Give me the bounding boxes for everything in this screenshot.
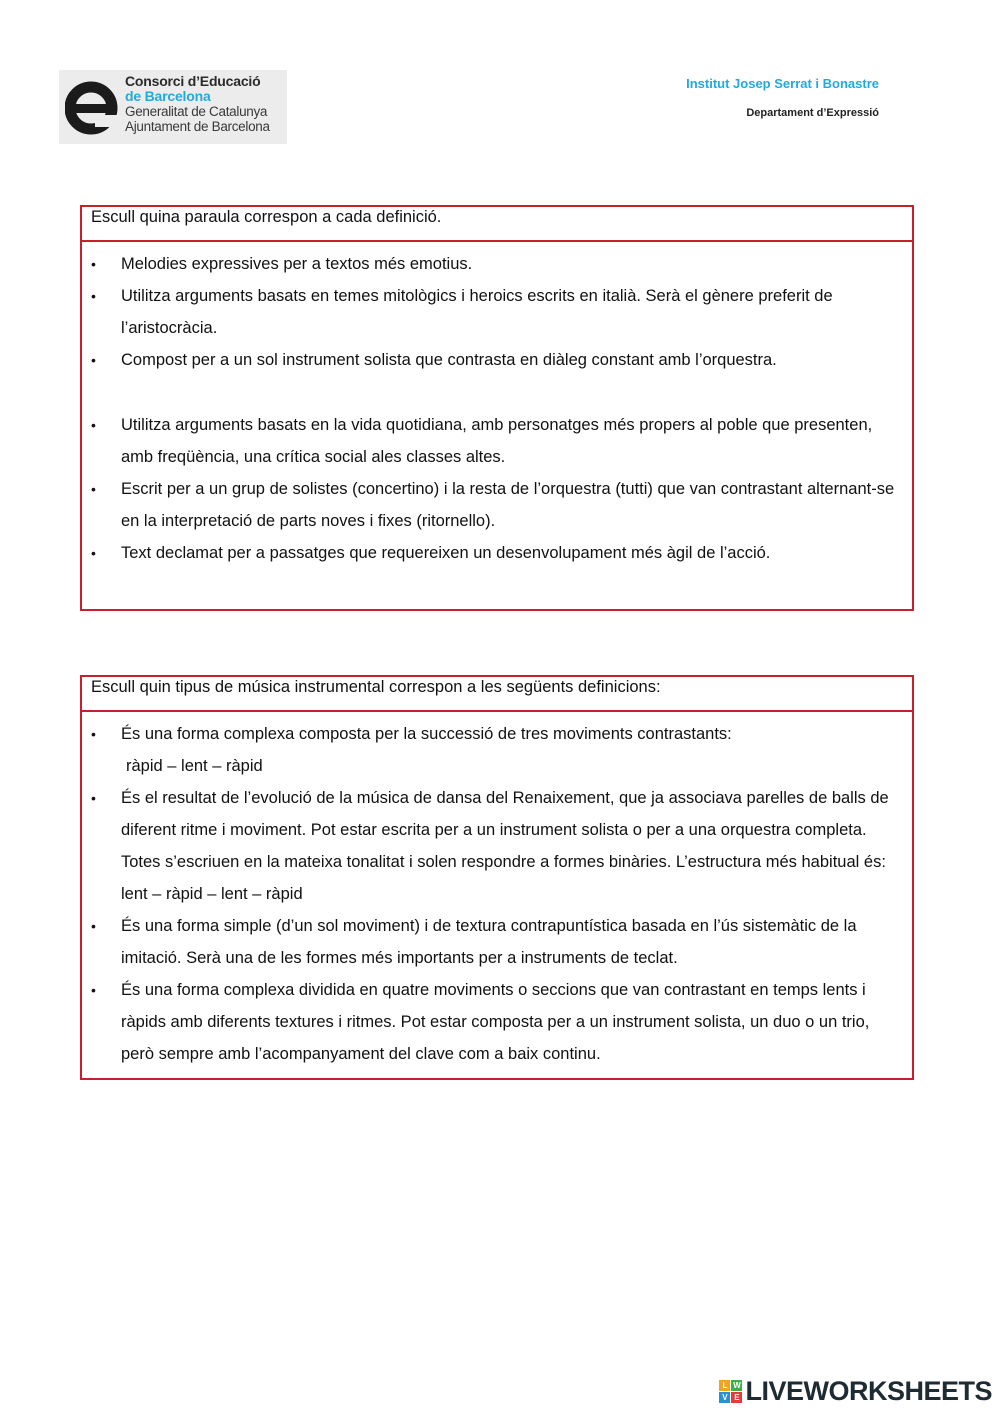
section-2-list (82, 712, 912, 1070)
consorci-logo (59, 70, 287, 144)
section-1-box (80, 205, 914, 611)
list-item-text: Utilitza arguments basats en temes mitològics i heroics escrits en italià. Serà el gènere preferit de l’aristocràcia. (121, 287, 833, 337)
bullet: • (91, 790, 96, 806)
list-item-text: És una forma simple (d’un sol moviment) i de textura contrapuntística basada en l’ús sistemàtic de la imitació. Serà una de les formes més importants per a instruments de teclat. (121, 917, 857, 967)
grid-letter-l: L (719, 1380, 730, 1391)
section-2-title: Escull quin tipus de música instrumental correspon a les següents definicions: (82, 677, 912, 712)
logo-line-2: de Barcelona (125, 88, 211, 104)
bullet: • (91, 545, 96, 561)
list-item (82, 537, 912, 569)
logo-text (125, 74, 270, 134)
list-item (82, 280, 912, 344)
logo-line-3: Generalitat de Catalunya (125, 104, 268, 119)
section-1-list (82, 242, 912, 569)
logo-line-4: Ajuntament de Barcelona (125, 119, 270, 134)
list-item-text: Utilitza arguments basats en la vida quotidiana, amb personatges més propers al poble que presenten, amb freqüència, una crítica social ales classes altes. (121, 416, 873, 466)
bullet: • (91, 726, 96, 742)
department-name: Departament d’Expressió (746, 107, 879, 119)
bullet: • (91, 352, 96, 368)
bullet: • (91, 288, 96, 304)
logo-line-1: Consorci d’Educació (125, 73, 261, 89)
list-item-continuation: ràpid – lent – ràpid (126, 757, 263, 775)
list-item-text: Escrit per a un grup de solistes (concertino) i la resta de l’orquestra (tutti) que van contrastant alternant-se en la interpretació de parts noves i fixes (ritornello). (121, 480, 895, 530)
liveworksheets-wordmark: LIVEWORKSHEETS (745, 1376, 992, 1406)
list-item (82, 248, 912, 280)
list-item-text: Text declamat per a passatges que requereixen un desenvolupament més àgil de l’acció. (121, 544, 771, 562)
list-spacer (82, 376, 912, 409)
liveworksheets-logo (719, 1376, 992, 1407)
list-item-text: És una forma complexa composta per la successió de tres moviments contrastants: (121, 725, 732, 743)
list-item-text: Compost per a un sol instrument solista que contrasta en diàleg constant amb l’orquestra. (121, 351, 777, 369)
liveworksheets-grid-icon (719, 1380, 742, 1403)
list-item (82, 344, 912, 376)
section-1-title: Escull quina paraula correspon a cada definició. (82, 207, 912, 242)
bullet: • (91, 256, 96, 272)
list-item-text: És el resultat de l’evolució de la música de dansa del Renaixement, que ja associava parelles de balls de diferent ritme i moviment. Pot estar escrita per a un instrument solista o per a una orquestra completa. Totes s’escriuen en la mateixa tonalitat i solen respondre a formes binàries. L’estructura més habitual és: lent – ràpid – lent – ràpid (121, 789, 889, 903)
list-item-text: Melodies expressives per a textos més emotius. (121, 255, 473, 273)
bullet: • (91, 918, 96, 934)
bullet: • (91, 417, 96, 433)
grid-letter-w: W (733, 1381, 741, 1390)
grid-letter-v: V (719, 1392, 730, 1403)
grid-letter-e: E (731, 1392, 742, 1403)
consorci-e-logo-icon (65, 75, 121, 139)
list-item (82, 409, 912, 473)
list-item (82, 974, 912, 1070)
list-item (82, 473, 912, 537)
bullet: • (91, 982, 96, 998)
section-2-box (80, 675, 914, 1080)
list-item (82, 910, 912, 974)
list-item-text: És una forma complexa dividida en quatre moviments o seccions que van contrastant en temps lents i ràpids amb diferents textures i ritmes. Pot estar composta per a un instrument solista, un duo o un trio, però sempre amb l’acompanyament del clave com a baix continu. (121, 981, 870, 1063)
school-name: Institut Josep Serrat i Bonastre (686, 76, 879, 91)
bullet: • (91, 481, 96, 497)
list-item (82, 718, 912, 782)
list-item (82, 782, 912, 910)
